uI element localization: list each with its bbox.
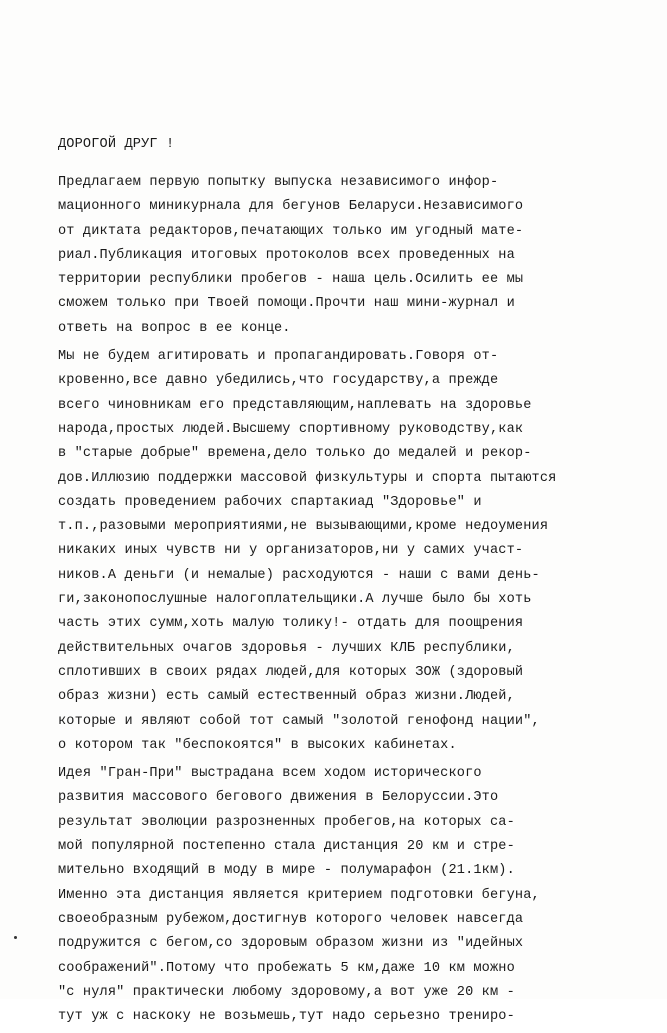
text-line: "с нуля" практически любому здоровому,а вот уже 20 км - <box>58 984 515 1000</box>
text-line: часть этих сумм,хоть малую толику!- отдать для поощрения <box>58 616 524 632</box>
text-line: народа,простых людей.Высшему спортивному руководству,как <box>58 421 524 437</box>
letter-body <box>58 171 618 1029</box>
text-line: кровенно,все давно убедились,что государству,а прежде <box>58 373 499 389</box>
letter-greeting: ДОРОГОЙ ДРУГ ! <box>58 137 175 152</box>
text-line: в "старые добрые" времена,дело только до медалей и рекор- <box>58 446 532 462</box>
text-line: Мы не будем агитировать и пропагандировать.Говоря от- <box>58 349 499 365</box>
text-line: своеобразным рубежом,достигнув которого человек навсегда <box>58 911 524 927</box>
text-line: дов.Иллюзию поддержки массовой физкультуры и спорта пытаются <box>58 470 557 486</box>
text-line: которые и являют собой тот самый "золотой генофонд нации", <box>58 713 540 729</box>
text-line: мационного миникурнала для бегунов Беларуси.Независимого <box>58 199 524 215</box>
text-line: тут уж с наскоку не возьмешь,тут надо серьезно трениро- <box>58 1009 515 1025</box>
letter-paragraph <box>58 345 618 758</box>
text-line: мительно входящий в моду в мире - полумарафон (21.1км). <box>58 863 515 879</box>
text-line: мой популярной постепенно стала дистанция 20 км и стре- <box>58 839 515 855</box>
text-line: ников.А деньги (и немалые) расходуются - наши с вами день- <box>58 567 540 583</box>
text-line: образ жизни) есть самый естественный образ жизни.Людей, <box>58 689 515 705</box>
text-line: никаких иных чувств ни у организаторов,ни у самих участ- <box>58 543 524 559</box>
letter-paragraph <box>58 762 618 1029</box>
text-line: создать проведением рабочих спартакиад "Здоровье" и <box>58 494 482 510</box>
text-line: территории республики пробегов - наша цель.Осилить ее мы <box>58 272 524 288</box>
margin-speck <box>14 936 17 939</box>
text-line: т.п.,разовыми мероприятиями,не вызывающими,кроме недоумения <box>58 519 549 535</box>
text-line: подружится с бегом,со здоровым образом жизни из "идейных <box>58 936 524 952</box>
typewritten-letter <box>58 133 618 1033</box>
text-line: сплотивших в своих рядах людей,для которых ЗОЖ (здоровый <box>58 664 524 680</box>
text-line: действительных очагов здоровья - лучших КЛБ республики, <box>58 640 515 656</box>
text-line: результат эволюции разрозненных пробегов,на которых са- <box>58 814 515 830</box>
text-line: Предлагаем первую попытку выпуска независимого инфор- <box>58 175 499 190</box>
text-line: риал.Публикация итоговых протоколов всех проведенных на <box>58 247 515 263</box>
text-line: всего чиновникам его представляющим,наплевать на здоровье <box>58 397 532 413</box>
text-line: о котором так "беспокоятся" в высоких кабинетах. <box>58 737 457 753</box>
text-line: Идея "Гран-При" выстрадана всем ходом исторического <box>58 766 482 782</box>
text-line: сможем только при Твоей помощи.Прочти наш мини-журнал и <box>58 296 515 312</box>
text-line: ги,законопослушные налогоплательщики.А лучше было бы хоть <box>58 592 532 608</box>
text-line: развития массового бегового движения в Белоруссии.Это <box>58 790 499 806</box>
text-line: Именно эта дистанция является критерием подготовки бегуна, <box>58 887 540 903</box>
letter-paragraph <box>58 171 618 341</box>
text-line: соображений".Потому что пробежать 5 км,даже 10 км можно <box>58 960 515 976</box>
text-line: от диктата редакторов,печатающих только им угодный мате- <box>58 223 524 239</box>
text-line: ответь на вопрос в ее конце. <box>58 320 291 336</box>
